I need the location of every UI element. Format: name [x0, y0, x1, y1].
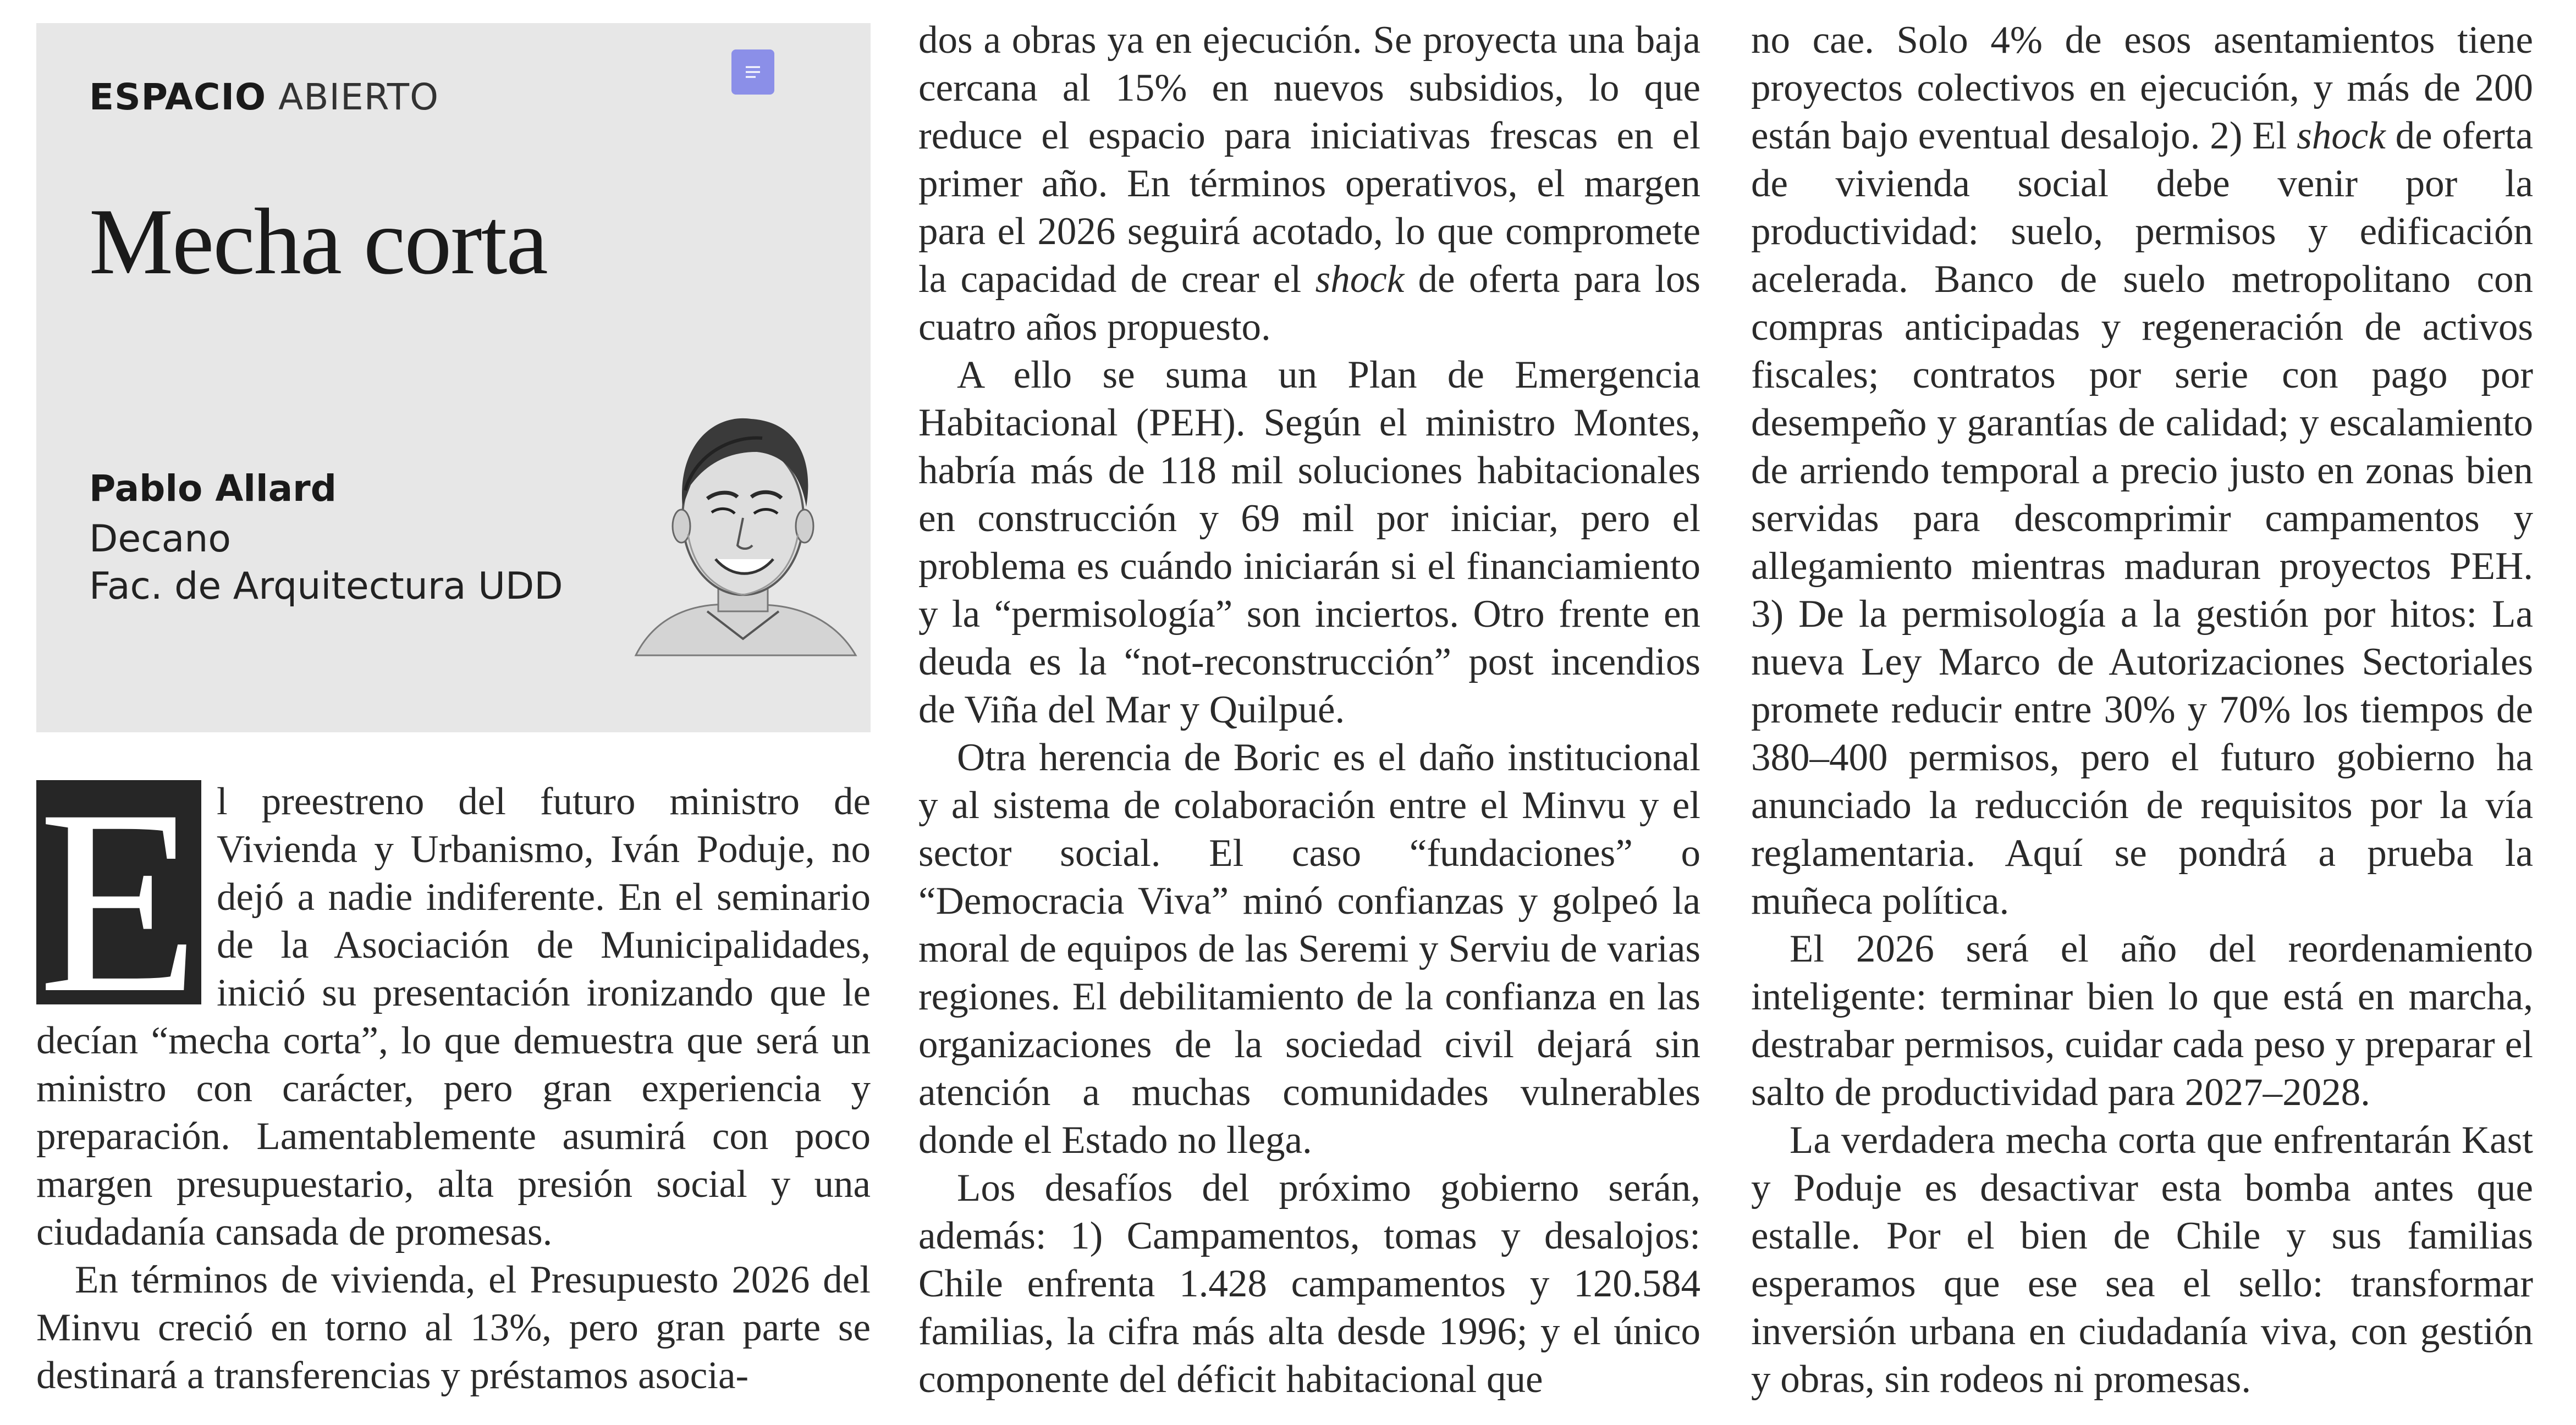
paragraph: A ello se suma un Plan de Emergencia Habitacional (PEH). Según el ministro Montes, habría más de 118 mil soluciones habitacionales en construcción y 69 mil por iniciar, pero el problema es cuándo iniciarán si el financiamiento y la “permisología” son inciertos. Otro frente en deuda es la “not-reconstrucción” post incendios de Viña del Mar y Quilpué. — [918, 354, 1700, 731]
article-column-3 — [1751, 16, 2533, 1404]
author-portrait — [625, 380, 861, 666]
column-header-box — [36, 23, 871, 732]
paragraph: La verdadera mecha corta que enfrentarán Kast y Poduje es desactivar esta bomba antes que estalle. Por el bien de Chile y sus familias esperamos que ese sea el sello: transformar inversión urbana en ciudadanía viva, con gestión y obras, sin rodeos ni promesas. — [1751, 1119, 2533, 1401]
paragraph-text: de oferta de vivienda social debe venir por la productividad: suelo, permisos y edificación acelerada. Banco de suelo metropolitano con compras anticipadas y regeneración de activos fiscales; contratos por serie con pago por desempeño y garantías de calidad; y escalamiento de arriendo temporal a precio justo en zonas bien servidas para descomprimir campamentos y allegamiento mientras maduran proyectos PEH. 3) De la permisología a la gestión por hitos: La nueva Ley Marco de Autorizaciones Sectoriales promete reducir entre 30% y 70% los tiempos de 380–400 permisos, pero el futuro gobierno ha anunciado la reducción de requisitos por la vía reglamentaria. Aquí se pondrá a prueba la muñeca política. — [1751, 114, 2533, 923]
paragraph — [1751, 16, 2533, 925]
emphasis-text: shock — [1315, 258, 1405, 301]
document-icon[interactable] — [731, 49, 774, 95]
section-label — [89, 76, 439, 118]
paragraph-text: l preestreno del futuro ministro de Vivienda y Urbanismo, Iván Poduje, no dejó a nadie indiferente. En el seminario de la Asociación de Municipalidades, inició su presentación ironizando que le decían “mecha corta”, lo que demuestra que será un ministro con carácter, pero gran experiencia y preparación. Lamentablemente asumirá con poco margen presupuestario, alta presión social y una ciudadanía cansada de promesas. — [36, 780, 871, 1253]
headline: Mecha corta — [89, 190, 547, 294]
emphasis-text: shock — [2297, 114, 2386, 157]
paragraph-text: dos a obras ya en ejecución. Se proyecta una baja cercana al 15% en nuevos subsidios, lo que reduce el espacio para iniciativas frescas en el primer año. En términos operativos, el margen para el 2026 seguirá acotado, lo que compromete la capacidad de crear el — [918, 19, 1700, 301]
author-role-line1: Decano — [89, 517, 231, 561]
paragraph — [36, 778, 871, 1256]
section-label-strong: ESPACIO — [89, 76, 267, 118]
paragraph — [918, 16, 1700, 351]
dropcap-text: E — [38, 780, 200, 1004]
article-column-2 — [918, 16, 1700, 1404]
paragraph: Otra herencia de Boric es el daño institucional y al sistema de colaboración entre el Minvu y el sector social. El caso “fundaciones” o “Democracia Viva” minó confianzas y golpeó la moral de equipos de las Seremi y Serviu de varias regiones. El debilitamiento de la confianza en las organizaciones de la sociedad civil dejará sin atención a muchas comunidades vulnerables donde el Estado no llega. — [918, 736, 1700, 1162]
author-role-line2: Fac. de Arquitectura UDD — [89, 565, 563, 608]
author-name: Pablo Allard — [89, 467, 337, 510]
section-label-light: ABIERTO — [278, 76, 439, 118]
dropcap — [36, 780, 201, 1004]
paragraph: El 2026 será el año del reordenamiento inteligente: terminar bien lo que está en marcha, destrabar permisos, cuidar cada peso y preparar el salto de productividad para 2027–2028. — [1751, 927, 2533, 1114]
paragraph: En términos de vivienda, el Presupuesto 2026 del Minvu creció en torno al 13%, pero gran parte se destinará a transferencias y préstamos asocia- — [36, 1258, 871, 1397]
paragraph-text: de oferta para los cuatro años propuesto. — [918, 258, 1700, 349]
paragraph: Los desafíos del próximo gobierno serán, además: 1) Campamentos, tomas y desalojos: Chile enfrenta 1.428 campamentos y 120.584 familias, la cifra más alta desde 1996; y el único componente del déficit habitacional que — [918, 1167, 1700, 1401]
author-role — [89, 516, 563, 610]
article-column-1 — [36, 778, 871, 1400]
paragraph-text: no cae. Solo 4% de esos asentamientos tiene proyectos colectivos en ejecución, y más de 200 están bajo eventual desalojo. 2) El — [1751, 19, 2533, 157]
